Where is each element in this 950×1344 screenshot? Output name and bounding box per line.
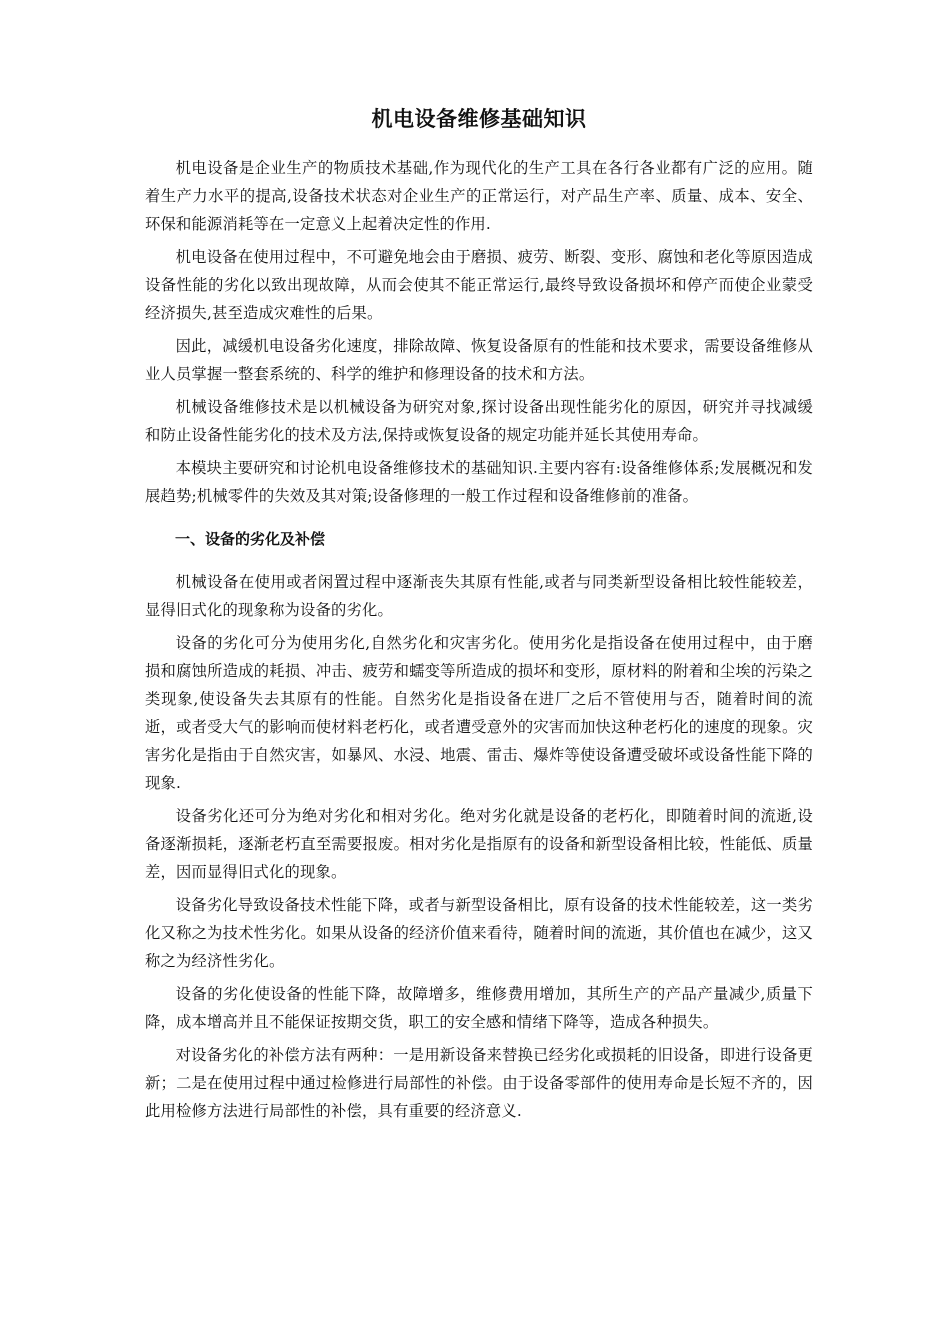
section-paragraph: 机械设备在使用或者闲置过程中逐渐丧失其原有性能,或者与同类新型设备相比较性能较差，显得旧式化的现象称为设备的劣化。 xyxy=(145,573,813,619)
section-paragraph: 设备劣化还可分为绝对劣化和相对劣化。绝对劣化就是设备的老朽化，即随着时间的流逝,设备逐渐损耗，逐渐老朽直至需要报废。相对劣化是指原有的设备和新型设备相比较，性能低、质量差，因而显得旧式化的现象。 xyxy=(145,807,813,881)
section-heading: 一、设备的劣化及补偿 xyxy=(175,530,326,548)
document-title: 机电设备维修基础知识 xyxy=(371,107,587,131)
intro-paragraph: 机械设备维修技术是以机械设备为研究对象,探讨设备出现性能劣化的原因，研究并寻找减缓和防止设备性能劣化的技术及方法,保持或恢复设备的规定功能并延长其使用寿命。 xyxy=(145,398,813,444)
section-paragraph: 对设备劣化的补偿方法有两种：一是用新设备来替换已经劣化或损耗的旧设备，即进行设备更新；二是在使用过程中通过检修进行局部性的补偿。由于设备零部件的使用寿命是长短不齐的，因此用检修方法进行局部性的补偿，具有重要的经济意义. xyxy=(145,1046,813,1120)
intro-paragraph: 机电设备在使用过程中，不可避免地会由于磨损、疲劳、断裂、变形、腐蚀和老化等原因造成设备性能的劣化以致出现故障，从而会使其不能正常运行,最终导致设备损坏和停产而使企业蒙受经济损失,甚至造成灾难性的后果。 xyxy=(145,248,813,322)
intro-paragraph: 本模块主要研究和讨论机电设备维修技术的基础知识.主要内容有:设备维修体系;发展概况和发展趋势;机械零件的失效及其对策;设备修理的一般工作过程和设备维修前的准备。 xyxy=(145,459,813,505)
document-body xyxy=(145,154,813,1130)
intro-paragraph: 因此，减缓机电设备劣化速度，排除故障、恢复设备原有的性能和技术要求，需要设备维修从业人员掌握一整套系统的、科学的维护和修理设备的技术和方法。 xyxy=(145,337,813,383)
section-paragraph: 设备的劣化可分为使用劣化,自然劣化和灾害劣化。使用劣化是指设备在使用过程中，由于磨损和腐蚀所造成的耗损、冲击、疲劳和蠕变等所造成的损坏和变形，原材料的附着和尘埃的污染之类现象,使设备失去其原有的性能。自然劣化是指设备在进厂之后不管使用与否，随着时间的流逝，或者受大气的影响而使材料老朽化，或者遭受意外的灾害而加快这种老朽化的速度的现象。灾害劣化是指由于自然灾害，如暴风、水浸、地震、雷击、爆炸等使设备遭受破坏或设备性能下降的现象. xyxy=(145,634,813,792)
intro-paragraph: 机电设备是企业生产的物质技术基础,作为现代化的生产工具在各行各业都有广泛的应用。随着生产力水平的提高,设备技术状态对企业生产的正常运行，对产品生产率、质量、成本、安全、环保和能源消耗等在一定意义上起着决定性的作用. xyxy=(145,159,813,233)
section-paragraph: 设备劣化导致设备技术性能下降，或者与新型设备相比，原有设备的技术性能较差，这一类劣化又称之为技术性劣化。如果从设备的经济价值来看待，随着时间的流逝，其价值也在减少，这又称之为经济性劣化。 xyxy=(145,896,813,970)
section-paragraph: 设备的劣化使设备的性能下降，故障增多，维修费用增加，其所生产的产品产量减少,质量下降，成本增高并且不能保证按期交货，职工的安全感和情绪下降等，造成各种损失。 xyxy=(145,985,813,1031)
